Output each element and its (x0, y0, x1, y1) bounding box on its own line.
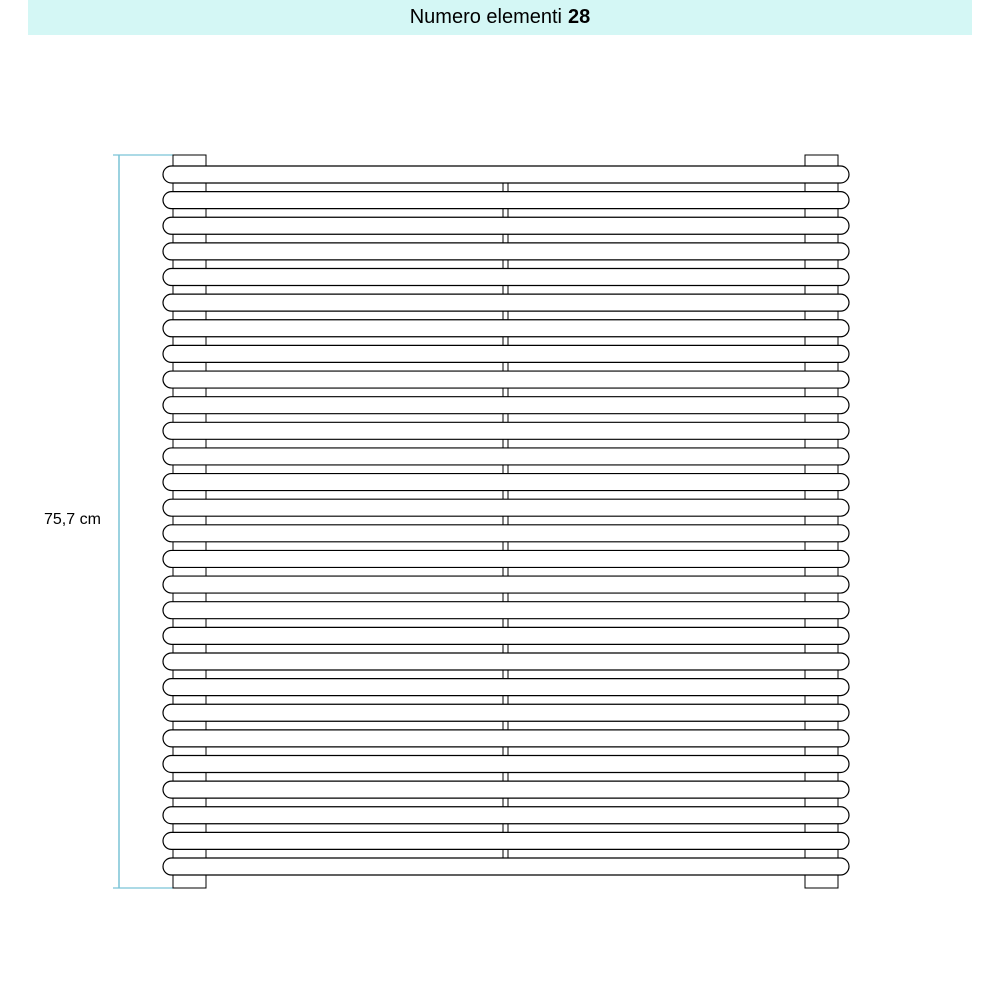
radiator-tube (163, 345, 849, 362)
radiator-tubes (163, 166, 849, 875)
radiator-tube (163, 679, 849, 696)
radiator-tube (163, 576, 849, 593)
radiator-tube (163, 858, 849, 875)
radiator-tube (163, 397, 849, 414)
radiator-tube (163, 499, 849, 516)
radiator-tube (163, 448, 849, 465)
radiator-tube (163, 550, 849, 567)
radiator-tube (163, 371, 849, 388)
element-count-value: 28 (568, 6, 591, 28)
collector-right (805, 155, 838, 888)
collector-left (173, 155, 206, 888)
radiator-tube (163, 525, 849, 542)
radiator-tube (163, 781, 849, 798)
radiator-tube (163, 627, 849, 644)
radiator-tube (163, 474, 849, 491)
radiator-tube (163, 832, 849, 849)
radiator-tube (163, 730, 849, 747)
radiator-tube (163, 166, 849, 183)
radiator-tube (163, 704, 849, 721)
element-count-label: Numero elementi (409, 6, 563, 28)
radiator-tube (163, 217, 849, 234)
radiator-tube (163, 653, 849, 670)
radiator-tube (163, 192, 849, 209)
height-dimension-line (113, 155, 173, 888)
height-dimension-label: 75,7 cm (44, 511, 101, 528)
radiator-tube (163, 243, 849, 260)
radiator-tube (163, 422, 849, 439)
radiator-collectors (173, 155, 838, 888)
radiator-tube (163, 807, 849, 824)
radiator-tube (163, 320, 849, 337)
radiator-tube (163, 269, 849, 286)
radiator-tube (163, 294, 849, 311)
radiator-tube (163, 602, 849, 619)
radiator-tube (163, 755, 849, 772)
